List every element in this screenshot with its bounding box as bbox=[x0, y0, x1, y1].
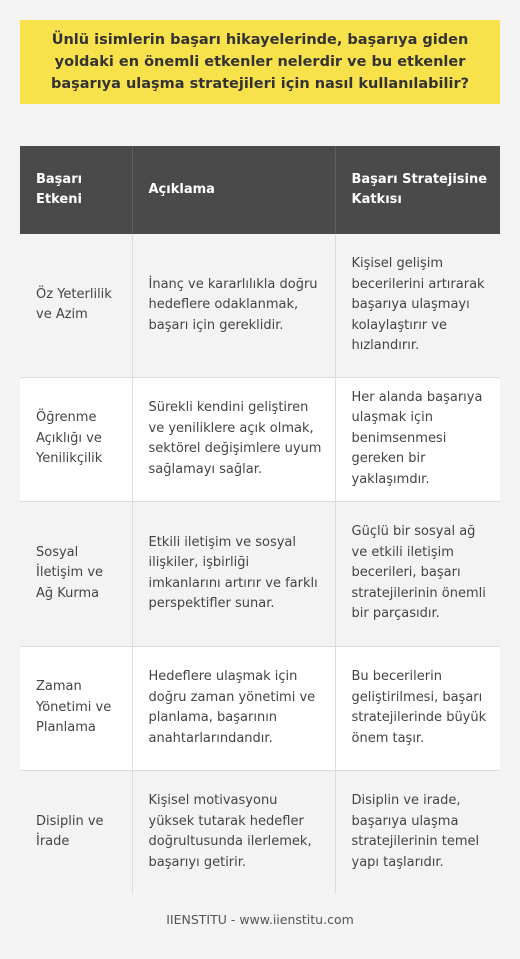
description-cell: İnanç ve kararlılıkla doğru hedeflere odaklanmak, başarı için gereklidir. bbox=[132, 234, 335, 377]
column-header-description: Açıklama bbox=[132, 146, 335, 234]
description-cell: Sürekli kendini geliştiren ve yeniliklere açık olmak, sektörel değişimlere uyum sağlamayı sağlar. bbox=[132, 377, 335, 501]
table-row bbox=[20, 501, 500, 646]
success-factors-table bbox=[20, 146, 500, 894]
table-row bbox=[20, 234, 500, 377]
title-banner bbox=[20, 20, 500, 104]
factor-cell: Zaman Yönetimi ve Planlama bbox=[20, 646, 132, 770]
contribution-cell: Kişisel gelişim becerilerini artırarak başarıya ulaşmayı kolaylaştırır ve hızlandırır. bbox=[335, 234, 500, 377]
column-header-factor: Başarı Etkeni bbox=[20, 146, 132, 234]
contribution-cell: Disiplin ve irade, başarıya ulaşma stratejilerinin temel yapı taşlarıdır. bbox=[335, 770, 500, 894]
table-row bbox=[20, 646, 500, 770]
contribution-cell: Bu becerilerin geliştirilmesi, başarı stratejilerinde büyük önem taşır. bbox=[335, 646, 500, 770]
success-factors-table-container bbox=[20, 146, 500, 894]
column-header-contribution: Başarı Stratejisine Katkısı bbox=[335, 146, 500, 234]
table-body bbox=[20, 234, 500, 894]
description-cell: Kişisel motivasyonu yüksek tutarak hedefler doğrultusunda ilerlemek, başarıyı getirir. bbox=[132, 770, 335, 894]
factor-cell: Öğrenme Açıklığı ve Yenilikçilik bbox=[20, 377, 132, 501]
contribution-cell: Her alanda başarıya ulaşmak için benimsenmesi gereken bir yaklaşımdır. bbox=[335, 377, 500, 501]
table-header bbox=[20, 146, 500, 234]
contribution-cell: Güçlü bir sosyal ağ ve etkili iletişim becerileri, başarı stratejilerinin önemli bir parçasıdır. bbox=[335, 501, 500, 646]
table-row bbox=[20, 770, 500, 894]
description-cell: Etkili iletişim ve sosyal ilişkiler, işbirliği imkanlarını artırır ve farklı perspektifler sunar. bbox=[132, 501, 335, 646]
factor-cell: Disiplin ve İrade bbox=[20, 770, 132, 894]
factor-cell: Sosyal İletişim ve Ağ Kurma bbox=[20, 501, 132, 646]
page-title: Ünlü isimlerin başarı hikayelerinde, başarıya giden yoldaki en önemli etkenler nelerdir ve bu etkenler başarıya ulaşma stratejileri için nasıl kullanılabilir? bbox=[50, 32, 470, 92]
description-cell: Hedeflere ulaşmak için doğru zaman yönetimi ve planlama, başarının anahtarlarındandır. bbox=[132, 646, 335, 770]
table-header-row bbox=[20, 146, 500, 234]
table-row bbox=[20, 377, 500, 501]
footer-credit: IIENSTITU - www.iienstitu.com bbox=[166, 912, 354, 927]
factor-cell: Öz Yeterlilik ve Azim bbox=[20, 234, 132, 377]
